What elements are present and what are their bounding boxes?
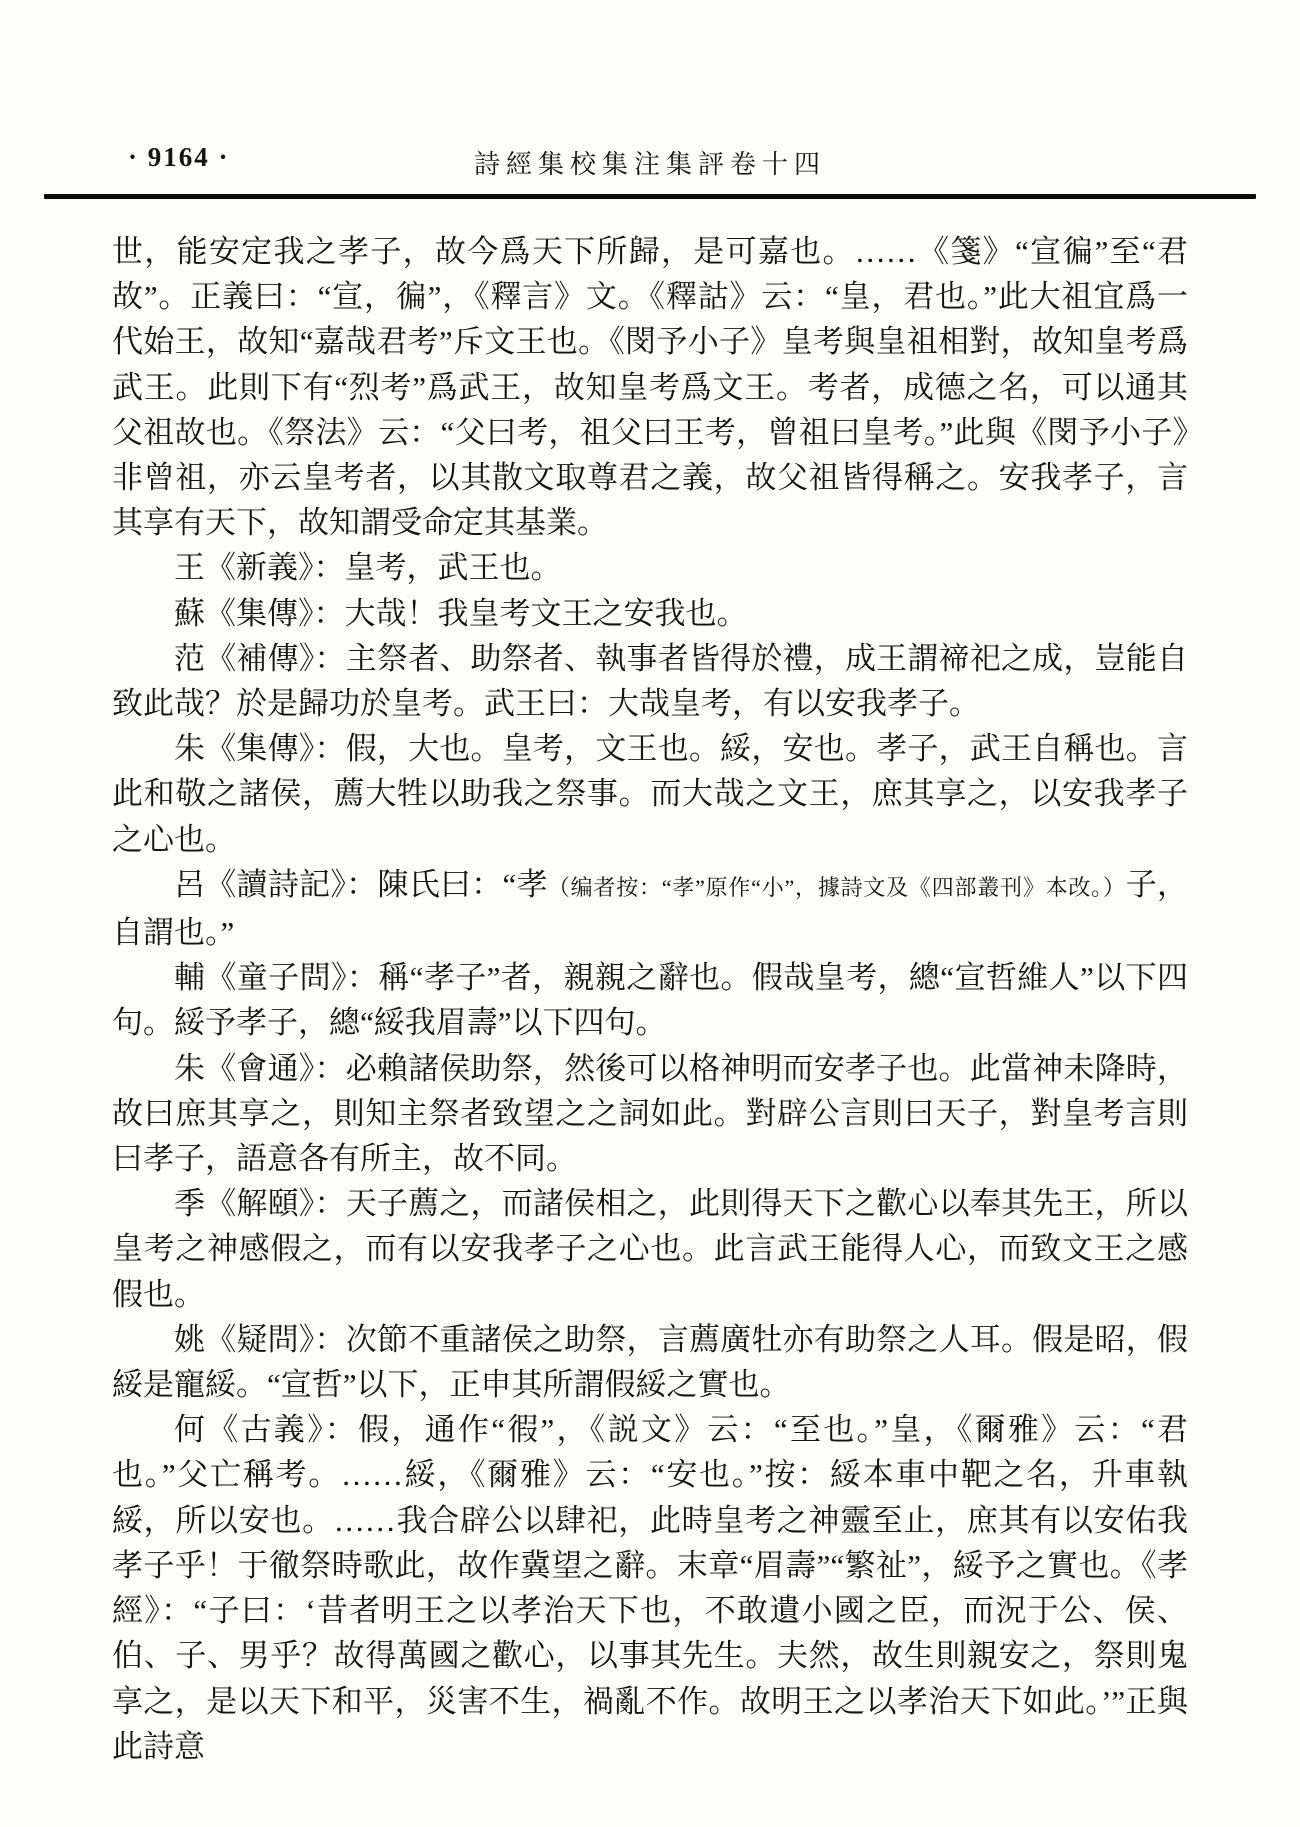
paragraph-text: 呂《讀詩記》：陳氏曰：“孝 <box>174 866 548 902</box>
paragraph-text: 何《古義》：假，通作“徦”，《説文》云：“至也。”皇，《爾雅》云：“君也。”父亡稱考。……綏，《爾雅》云：“安也。”按：綏本車中靶之名，升車執綏，所以安也。……我合辟公以肆祀，此時皇考之神靈至止，庶其有以安佑我孝子乎！于徹祭時歌此，故作冀望之辭。末章“眉壽”“繁祉”，綏予之實也。《孝經》：“子曰：‘昔者明王之以孝治天下也，不敢遺小國之臣，而況于公、侯、伯、子、男乎？故得萬國之歡心，以事其先生。夫然，故生則親安之，祭則鬼享之，是以天下和平，災害不生，禍亂不作。故明王之以孝治天下如此。’”正與此詩意 <box>112 1412 1188 1764</box>
paragraph-text: 朱《會通》：必賴諸侯助祭，然後可以格神明而安孝子也。此當神未降時，故曰庶其享之，則知主祭者致望之之詞如此。對辟公言則曰天子，對皇考言則曰孝子，語意各有所主，故不同。 <box>112 1050 1188 1177</box>
page-number: · 9164 · <box>128 142 230 172</box>
paragraph <box>112 1181 1188 1317</box>
paragraph <box>112 862 1188 955</box>
paragraph <box>112 1407 1188 1769</box>
editor-note: （编者按：“孝”原作“小”，據詩文及《四部叢刊》本改。） <box>547 874 1126 900</box>
paragraph-text: 姚《疑問》：次節不重諸侯之助祭，言薦廣牡亦有助祭之人耳。假是昭，假綏是寵綏。“宣哲”以下，正申其所謂假綏之實也。 <box>112 1321 1188 1403</box>
paragraph <box>112 229 1188 545</box>
text-body <box>112 229 1188 1769</box>
paragraph-text: 王《新義》：皇考，武王也。 <box>174 550 562 586</box>
paragraph-text: 蘇《集傳》：大哉！我皇考文王之安我也。 <box>174 595 748 631</box>
paragraph <box>112 1317 1188 1407</box>
paragraph <box>112 1046 1188 1182</box>
paragraph-text: 世，能安定我之孝子，故今爲天下所歸，是可嘉也。……《箋》“宣徧”至“君故”。正義曰：“宣，徧”，《釋言》文。《釋詁》云：“皇，君也。”此大祖宜爲一代始王，故知“嘉哉君考”斥文王也。《閔予小子》皇考與皇祖相對，故知皇考爲武王。此則下有“烈考”爲武王，故知皇考爲文王。考者，成德之名，可以通其父祖故也。《祭法》云：“父曰考，祖父曰王考，曾祖曰皇考。”此與《閔予小子》非曾祖，亦云皇考者，以其散文取尊君之義，故父祖皆得稱之。安我孝子，言其享有天下，故知謂受命定其基業。 <box>112 234 1188 541</box>
paragraph-text: 輔《童子問》：稱“孝子”者，親親之辭也。假哉皇考，總“宣哲維人”以下四句。綏予孝子，總“綏我眉壽”以下四句。 <box>112 960 1188 1041</box>
paragraph-text: 朱《集傳》：假，大也。皇考，文王也。綏，安也。孝子，武王自稱也。言此和敬之諸侯，薦大牲以助我之祭事。而大哉之文王，庶其享之，以安我孝子之心也。 <box>112 731 1188 857</box>
page-header <box>112 138 1188 178</box>
paragraph-text: 季《解頤》：天子薦之，而諸侯相之，此則得天下之歡心以奉其先王，所以皇考之神感假之，而有以安我孝子之心也。此言武王能得人心，而致文王之感假也。 <box>112 1186 1188 1312</box>
paragraph <box>112 726 1188 862</box>
paragraph-text: 子，自謂也。” <box>112 866 1188 951</box>
running-title: 詩經集校集注集評卷十四 <box>473 150 826 179</box>
paragraph-text: 范《補傳》：主祭者、助祭者、執事者皆得於禮，成王謂禘祀之成，豈能自致此哉？於是歸功於皇考。武王曰：大哉皇考，有以安我孝子。 <box>112 640 1188 722</box>
paragraph <box>112 636 1188 726</box>
paragraph <box>112 955 1188 1045</box>
paragraph <box>112 591 1188 636</box>
header-rule-divider <box>44 194 1256 199</box>
paragraph <box>112 545 1188 590</box>
